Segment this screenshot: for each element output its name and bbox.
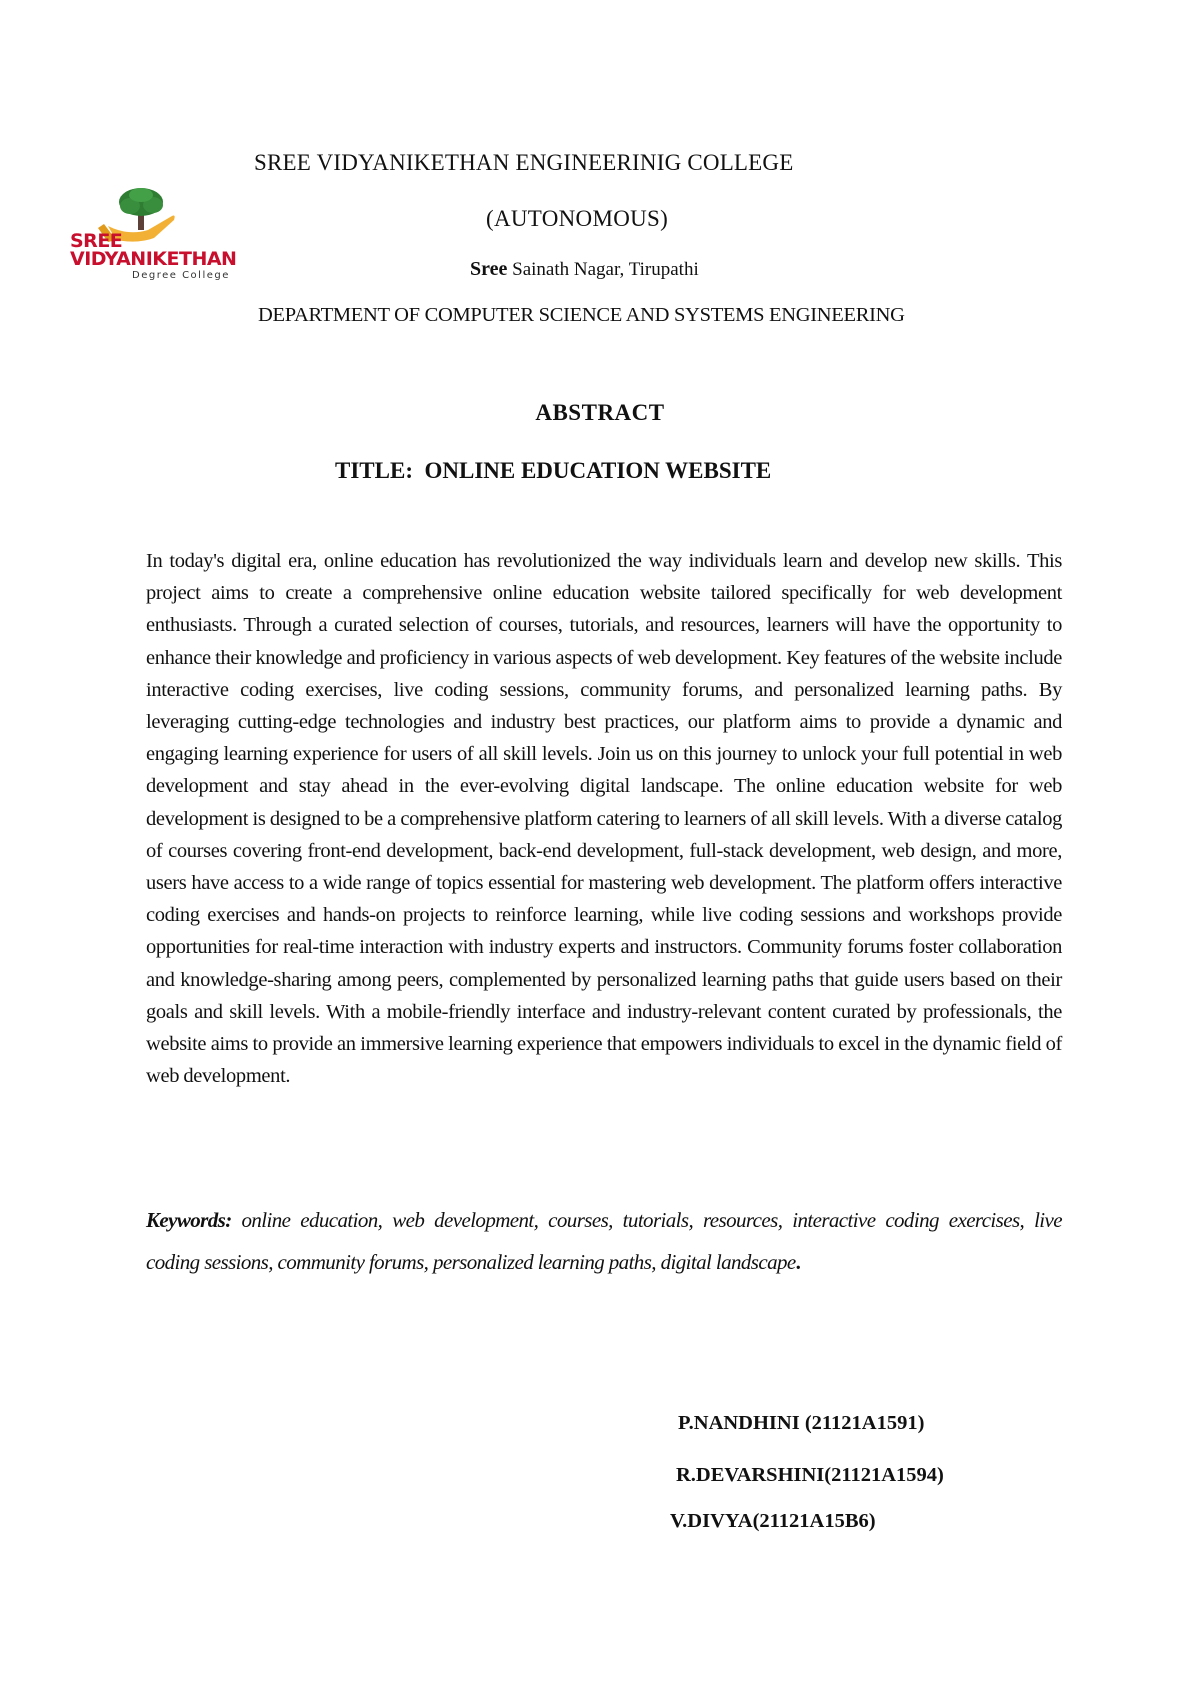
address-bold-part: Sree — [470, 258, 508, 280]
abstract-body: In today's digital era, online education has revolutionized the way individuals learn and develop new skills. This project aims to create a comprehensive online education website tailored specifically for web development enthusiasts. Through a curated selection of courses, tutorials, and resources, learners will have the opportunity to enhance their knowledge and proficiency in various aspects of web development. Key features of the website include interactive coding exercises, live coding sessions, community forums, and personalized learning paths. By leveraging cutting-edge technologies and industry best practices, our platform aims to provide a dynamic and engaging learning experience for users of all skill levels. Join us on this journey to unlock your full potential in web development and stay ahead in the ever-evolving digital landscape. The online education website for web development is designed to be a comprehensive platform catering to learners of all skill levels. With a diverse catalog of courses covering front-end development, back-end development, full-stack development, web design, and more, users have access to a wide range of topics essential for mastering web development. The platform offers interactive coding exercises and hands-on projects to reinforce learning, while live coding sessions and workshops provide opportunities for real-time interaction with industry experts and instructors. Community forums foster collaboration and knowledge-sharing among peers, complemented by personalized learning paths that guide users based on their goals and skill levels. With a mobile-friendly interface and industry-relevant content curated by professionals, the website aims to provide an immersive learning experience that empowers individuals to excel in the dynamic field of web development. — [146, 550, 1062, 1088]
keywords-end: . — [795, 1249, 801, 1274]
college-name: SREE VIDYANIKETHAN ENGINEERINIG COLLEGE — [254, 150, 794, 175]
keywords-paragraph — [146, 1200, 1062, 1283]
author-name: V.DIVYA(21121A15B6) — [670, 1510, 876, 1532]
keywords-text: online education, web development, courses, tutorials, resources, interactive coding exercises, live coding sessions, community forums, personalized learning paths, digital landscape — [146, 1208, 1062, 1274]
logo-text-vidyanikethan: VIDYANIKETHAN — [70, 248, 237, 270]
address-rest: Sainath Nagar, Tirupathi — [507, 259, 699, 280]
college-logo — [68, 186, 238, 286]
author-name: R.DEVARSHINI(21121A1594) — [676, 1464, 944, 1486]
keywords-label: Keywords: — [146, 1208, 232, 1232]
project-title: TITLE: ONLINE EDUCATION WEBSITE — [335, 458, 772, 483]
autonomous-label: (AUTONOMOUS) — [486, 206, 669, 231]
logo-text-degree-college: Degree College — [132, 270, 230, 281]
author-name: P.NANDHINI (21121A1591) — [678, 1412, 925, 1434]
department-name: DEPARTMENT OF COMPUTER SCIENCE AND SYSTEMS ENGINEERING — [258, 304, 905, 326]
abstract-heading: ABSTRACT — [535, 400, 665, 425]
logo-text-sree: SREE — [70, 230, 123, 252]
college-address — [470, 258, 699, 281]
